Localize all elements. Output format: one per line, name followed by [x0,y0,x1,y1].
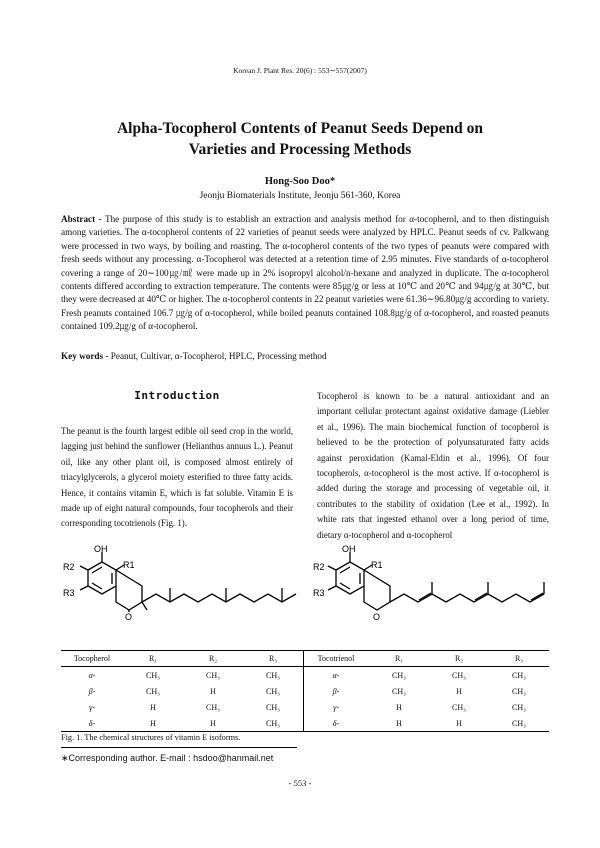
table-header-cell: R₃ [243,651,303,667]
title-line-2: Varieties and Processing Methods [188,141,412,158]
table-cell: CH₃ [392,670,406,680]
figure-caption: Fig. 1. The chemical structures of vitamin E isoforms. [61,733,241,742]
table-cell: α- [332,670,340,680]
table-row [303,715,549,732]
r3-label-left: R3 [63,588,75,598]
abstract-text: The purpose of this study is to establish an extraction and analysis method for α-tocopherol, and to then distinguish among varieties. The α-tocopherol contents of 22 varieties of peanut seeds were analyzed by HPLC. Peanut seeds of cv. Palkwang were processed in two ways, by boiling and roasting. The α-tocopherol contents of the two types of peanuts were compared with fresh seeds without any processing. α-Tocopherol was detected at a retention time of 2.95 minutes. Five standards of α-tocopherol covering a range of 20∼100㎍/㎖ were made up in 2% isopropyl alcohol/n-hexane and analyzed in duplicate. The α-tocopherol contents differed according to extraction temperature. The contents were 85㎍/g or less at 10℃ and 20℃ and 94㎍/g at 30℃, but they were decreased at 40℃ or higher. The α-tocopherol contents in 22 peanut varieties were 61.36∼96.80㎍/g according to variety. Fresh peanuts contained 106.7 ㎍/g of α-tocopherol, while boiled peanuts contained 108.8㎍/g of α-tocopherol, and roasted peanuts contained 109.2㎍/g of α-tocopherol. [61,214,549,332]
table-cell: CH₃ [146,670,160,680]
o-label-left: O [125,612,133,622]
table-cell: CH₃ [512,670,526,680]
r1-label-left: R1 [123,560,135,570]
table-cell: γ- [89,702,95,712]
table-header-cell: R₁ [369,651,429,667]
table-cell: H [210,686,216,696]
table-cell: H [396,702,402,712]
table-row [303,683,549,699]
table-row [303,699,549,715]
table-cell: δ- [61,715,123,732]
table-cell: CH₃ [146,686,160,696]
table-header-cell: Tocopherol [61,651,123,667]
intro-left-column: The peanut is the fourth largest edible oil seed crop in the world, lagging just behind the sunflower (Helianthus annuus L.). Peanut oil, like any other plant oil, is composed almost entirely of triacylglycerols, a glycerol moiety esterified to three fatty acids. Hence, it contains vitamin E, which is fat soluble. Vitamin E is made up of eight natural compounds, four tocopherols and their corresponding tocotrienols (Fig. 1). [61,426,293,529]
table-header-cell: Tocotrienol [303,651,369,667]
table-cell: CH₃ [452,670,466,680]
oh-label-right: OH [342,544,356,554]
table-cell: H [123,715,183,732]
page-number: - 553 - [288,778,312,788]
r2-label-right: R2 [313,562,325,572]
table-cell: CH₃ [512,686,526,696]
table-cell: δ- [303,715,369,732]
author-name: Hong-Soo Doo* [264,176,336,187]
table-cell: γ- [333,702,339,712]
keywords [61,351,549,361]
title-line-1: Alpha-Tocopherol Contents of Peanut Seeds Depend on [116,120,484,137]
r1-label-right: R1 [371,560,383,570]
table-header-cell: R₂ [183,651,243,667]
keywords-text: Peanut, Cultivar, α-Tocopherol, HPLC, Processing method [110,351,327,361]
table-cell: CH₃ [266,702,280,712]
table-cell: H [369,715,429,732]
section-heading-introduction: Introduction [134,389,220,402]
table-cell: H [150,702,156,712]
table-cell: CH₃ [266,670,280,680]
intro-right-column: Tocopherol is known to be a natural antioxidant and an important cellular protectant against oxidative damage (Liebler et al., 1996). The main biochemical function of tocopherol is believed to be the protection of polyunsaturated fatty acids against peroxidation (Kamal-Eldin et al., 1996). Of four tocopherols, α-tocopherol is the most active. If α-tocopherol is added during the storage and processing of vegetable oil, it contributes to the stability of oxidation (Lee et al., 1992). In white rats that ingested ethanol over a long period of time, dietary α-tocopherol and α-tocopherol [317,391,549,540]
table-cell: CH₃ [206,702,220,712]
table-header-cell: R₂ [429,651,489,667]
table-cell: β- [332,686,340,696]
footnote-rule [61,747,297,748]
o-label-right: O [373,612,381,622]
r2-label-left: R2 [63,562,75,572]
vitamin-e-structures [61,542,549,650]
author-affiliation: Jeonju Biomaterials Institute, Jeonju 561-360, Korea [199,191,401,201]
oh-label-left: OH [94,544,108,554]
tocotrienol-table [303,650,549,732]
table-cell: α- [88,670,96,680]
table-cell: CH₃ [206,670,220,680]
table-cell: CH₃ [452,702,466,712]
abstract [61,213,549,334]
table-row [61,715,303,732]
table-cell: CH₃ [266,686,280,696]
tocopherol-table [61,650,303,732]
table-row [61,699,303,715]
table-cell: CH₃ [489,715,549,732]
keywords-label: Key words - [61,351,109,361]
table-cell: CH₃ [512,702,526,712]
table-cell: H [429,715,489,732]
r3-label-right: R3 [313,588,325,598]
table-cell: H [456,686,462,696]
table-header-row [61,651,303,667]
journal-header: Korean J. Plant Res. 20(6) : 553∼557(2007) [233,66,367,75]
table-header-cell: R₃ [489,651,549,667]
table-cell: CH₃ [243,715,303,732]
paper-title [40,118,560,160]
table-cell: CH₃ [392,686,406,696]
table-header-cell: R₁ [123,651,183,667]
corresponding-author-footnote: ∗Corresponding author. E-mail : hsdoo@hanmail.net [61,753,274,763]
table-cell: H [183,715,243,732]
table-row [303,667,549,684]
table-row [61,667,303,684]
table-row [61,683,303,699]
table-header-row [303,651,549,667]
abstract-label: Abstract - [61,214,102,224]
table-cell: β- [88,686,96,696]
